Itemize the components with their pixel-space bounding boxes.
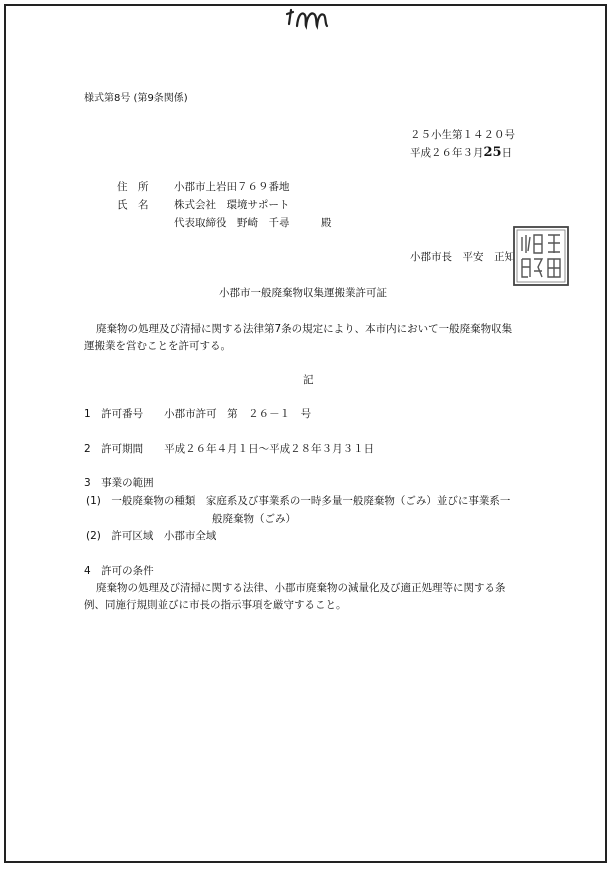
document-border	[4, 4, 607, 863]
issue-date-prefix: 平成２６年３月	[410, 147, 484, 159]
representative-name: 代表取締役 野崎 千尋	[174, 217, 290, 229]
issue-date-day: 25	[483, 145, 502, 160]
permit-number: 1 許可番号 小郡市許可 第 ２６－１ 号	[84, 408, 312, 420]
honorific: 殿	[321, 217, 332, 229]
conditions-line-1: 廃棄物の処理及び清掃に関する法律、小郡市廃棄物の減量化及び適正処理等に関する条	[96, 582, 506, 594]
scope-item-2: (2) 許可区域 小郡市全域	[86, 530, 217, 542]
issue-date	[410, 146, 512, 160]
name-label: 氏 名	[117, 199, 149, 211]
body-text-line-2: 運搬業を営むことを許可する。	[84, 340, 231, 352]
body-text-line-1: 廃棄物の処理及び清掃に関する法律第7条の規定により、本市内において一般廃棄物収集	[96, 323, 513, 335]
ki-heading: 記	[303, 374, 314, 386]
conditions-heading: 4 許可の条件	[84, 565, 154, 577]
permit-period: 2 許可期間 平成２６年４月１日～平成２８年３月３１日	[84, 443, 375, 455]
scope-item-1-line-1: (1) 一般廃棄物の種類 家庭系及び事業系の一時多量一般廃棄物（ごみ）並びに事業系一	[86, 495, 511, 507]
document-number: ２５小生第１４２０号	[410, 129, 515, 141]
scope-item-1-line-2: 般廃棄物（ごみ）	[212, 513, 296, 525]
issue-date-suffix: 日	[501, 147, 513, 159]
official-seal-icon	[512, 225, 570, 287]
name-value: 株式会社 環境サポート	[174, 199, 290, 211]
conditions-line-2: 例、同施行規則並びに市長の指示事項を厳守すること。	[84, 599, 347, 611]
issuer-name: 小郡市長 平安 正知	[410, 251, 515, 263]
address-label: 住 所	[117, 181, 149, 193]
form-number: 様式第8号 (第9条関係)	[84, 93, 188, 104]
address-value: 小郡市上岩田７６９番地	[174, 181, 290, 193]
scope-heading: 3 事業の範囲	[84, 477, 154, 489]
handwritten-mark-icon	[283, 6, 339, 30]
document-title: 小郡市一般廃棄物収集運搬業許可証	[219, 287, 387, 299]
